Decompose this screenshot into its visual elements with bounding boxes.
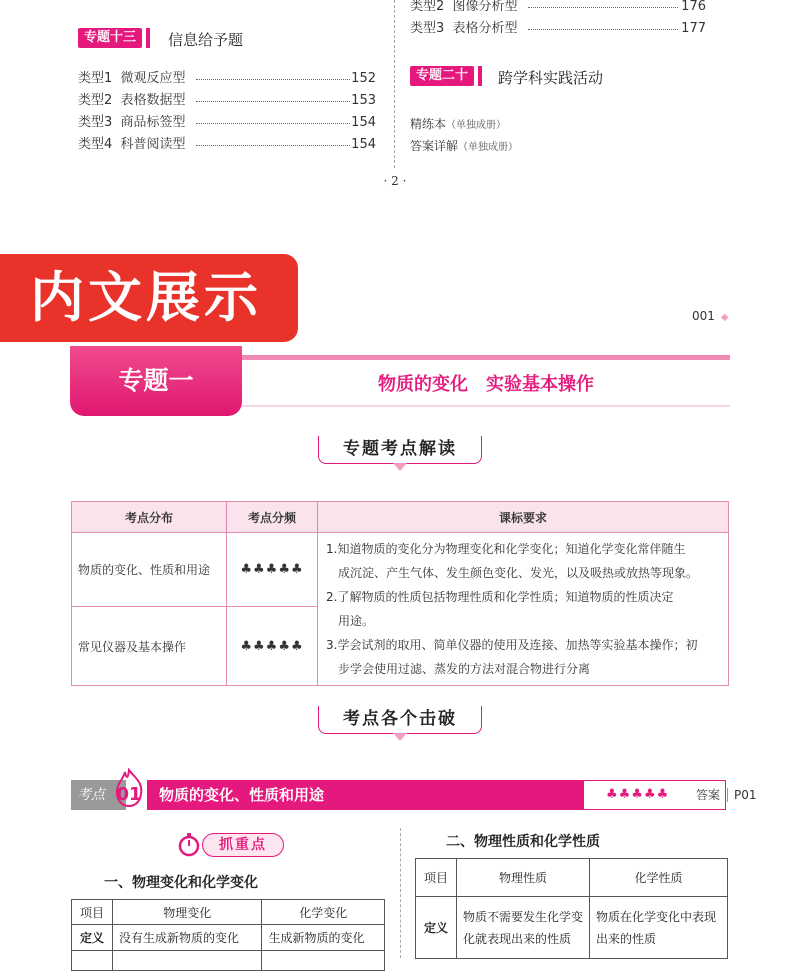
col-header: 化学性质 [590, 859, 728, 897]
row-label: 定义 [72, 925, 113, 951]
col-header: 物理变化 [113, 900, 262, 925]
kaodian-strip [71, 780, 757, 810]
topic-cell: 常见仪器及基本操作 [72, 607, 227, 686]
toc-note: 精练本（单独成册） [410, 117, 507, 131]
kaodian-title: 物质的变化、性质和用途 [147, 780, 583, 810]
col-header: 化学变化 [262, 900, 385, 925]
toc-note: 答案详解（单独成册） [410, 139, 519, 153]
table-cell: 物质不需要发生化学变化就表现出来的性质 [457, 897, 590, 959]
kaodian-label: 考点 [71, 780, 126, 810]
left-section-heading: 一、物理变化和化学变化 [104, 875, 258, 891]
toc-item[interactable]: 类型2 表格数据型 153 [78, 93, 376, 108]
col-header: 课标要求 [318, 502, 729, 533]
chapter-bar [242, 355, 730, 360]
col-header: 考点分频 [227, 502, 318, 533]
topic-tag-20: 专题二十 [410, 66, 474, 86]
toc-page-number: · 2 · [383, 174, 407, 188]
column-divider [400, 828, 402, 958]
toc-item[interactable]: 类型3 表格分析型 177 [410, 21, 706, 36]
overview-table [71, 501, 729, 686]
focus-badge: 抓重点 [178, 832, 284, 858]
toc-item[interactable]: 类型3 商品标签型 154 [78, 115, 376, 130]
col-header: 项目 [72, 900, 113, 925]
table-cell: 生成新物质的变化 [262, 925, 385, 951]
column-divider [394, 0, 396, 168]
chapter-title: 物质的变化 实验基本操作 [378, 374, 594, 395]
topic-title-13: 信息给予题 [168, 31, 244, 49]
section-heading-overview: 专题考点解读 [318, 436, 482, 464]
chapter-tab: 专题一 [70, 346, 242, 416]
answer-label: 答案 [696, 788, 721, 802]
right-section-heading: 二、物理性质和化学性质 [446, 834, 600, 850]
frequency-icons: ♣♣♣♣♣ [606, 787, 670, 802]
physical-chemical-property-table [415, 858, 728, 959]
toc-item[interactable]: 类型4 科普阅读型 154 [78, 137, 376, 152]
page-number: 001 ◆ [692, 309, 729, 323]
requirements-cell: 1.知道物质的变化分为物理变化和化学变化；知道化学变化常伴随生 成沉淀、产生气体、发生颜色变化、发光，以及吸热或放热等现象。 2.了解物质的性质包括物理性质和化学性质；知道物质的性质决定 用途。 3.学会试剂的取用、简单仪器的使用及连接、加热等实验基本操作；初 步学会使用过滤、蒸发的方法对混合物进行分离 [318, 533, 729, 686]
frequency-icons: ♣♣♣♣♣ [227, 607, 318, 686]
table-cell: 物质在化学变化中表现出来的性质 [590, 897, 728, 959]
col-header: 考点分布 [72, 502, 227, 533]
kaodian-number: 01 [113, 768, 145, 808]
col-header: 项目 [416, 859, 457, 897]
topic-tag-13: 专题十三 [78, 28, 142, 48]
physical-chemical-change-table [71, 899, 385, 971]
col-header: 物理性质 [457, 859, 590, 897]
row-label: 定义 [416, 897, 457, 959]
stopwatch-icon [178, 832, 202, 858]
content-preview-banner: 内文展示 [0, 254, 298, 342]
topic-title-20: 跨学科实践活动 [498, 69, 604, 87]
diamond-icon: ◆ [720, 312, 729, 323]
answer-page: P01 [734, 788, 757, 802]
toc-item[interactable]: 类型1 微观反应型 152 [78, 71, 376, 86]
frequency-icons: ♣♣♣♣♣ [227, 533, 318, 607]
section-heading-breakdown: 考点各个击破 [318, 706, 482, 734]
toc-item[interactable]: 类型2 图像分析型 176 [410, 0, 706, 14]
chapter-underline [242, 405, 730, 407]
topic-cell: 物质的变化、性质和用途 [72, 533, 227, 607]
table-cell: 没有生成新物质的变化 [113, 925, 262, 951]
kaodian-meta [583, 780, 757, 810]
